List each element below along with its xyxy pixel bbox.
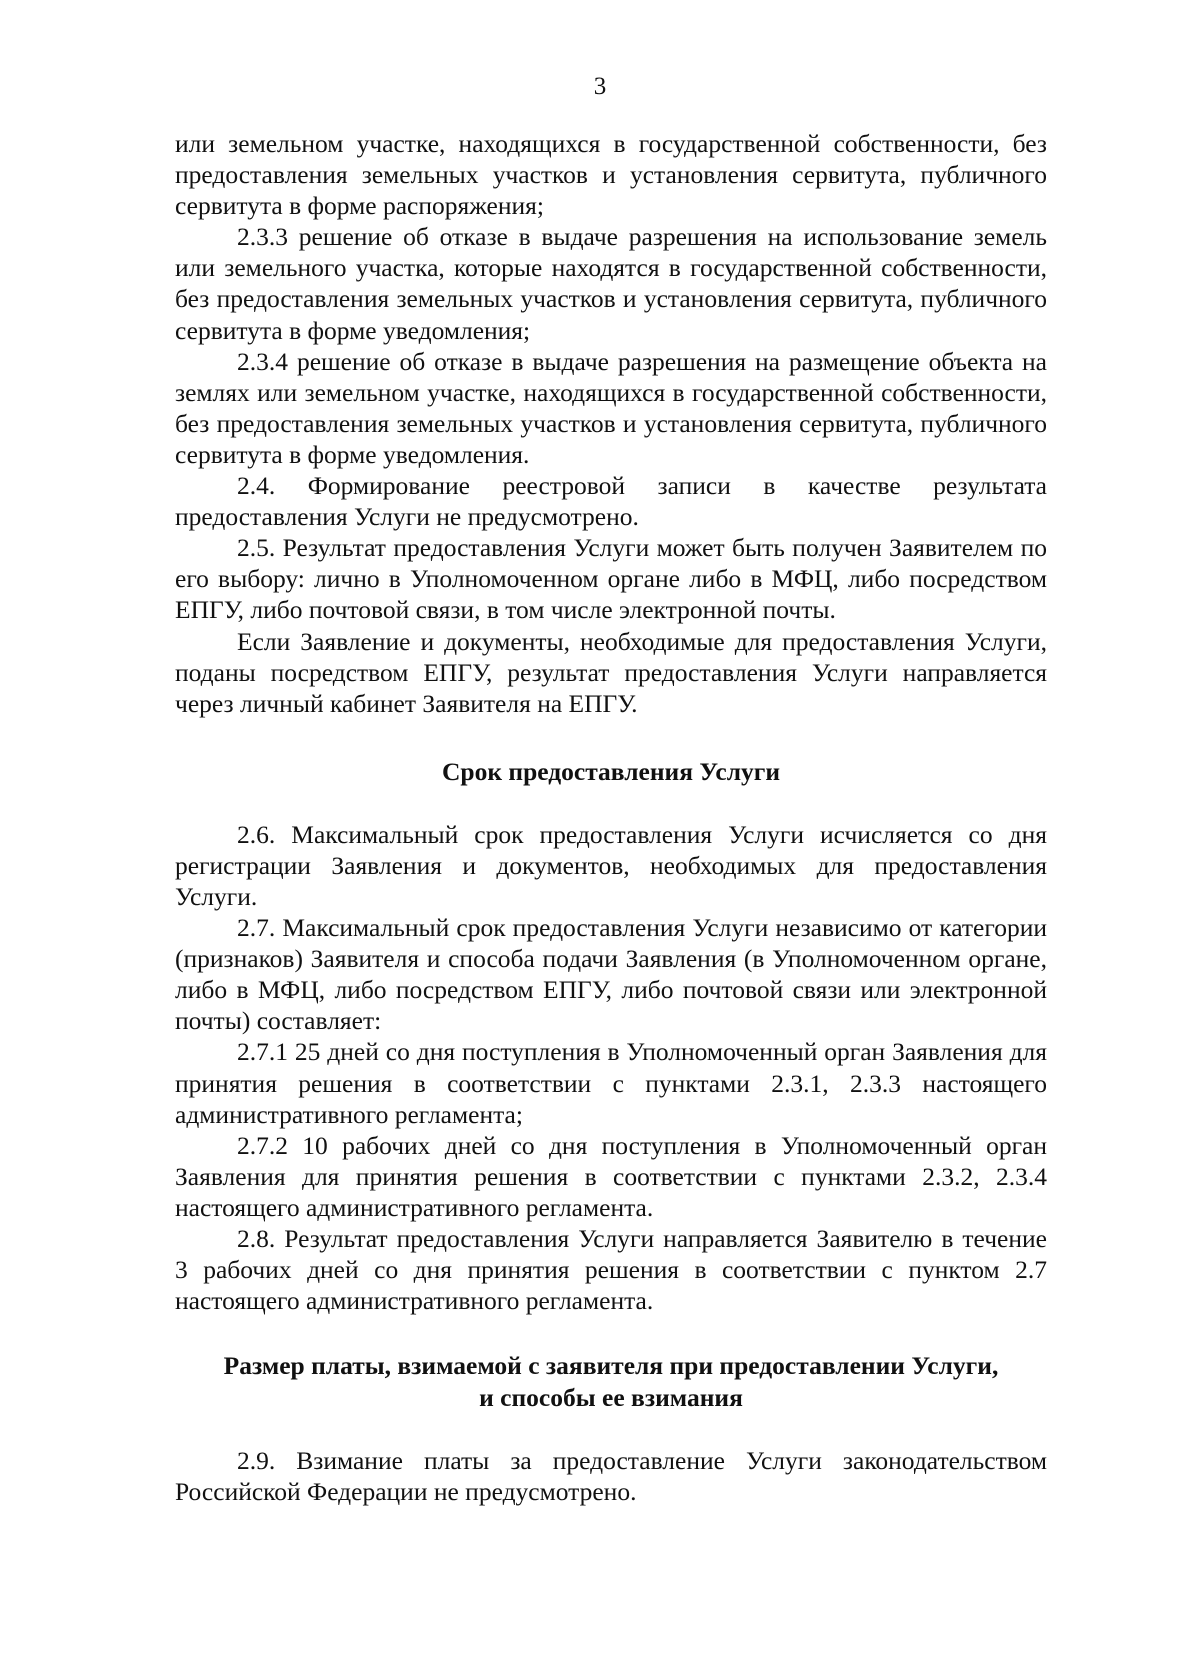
section-heading-fee-line2: и способы ее взимания (479, 1383, 743, 1413)
paragraph-2-7-1: 2.7.1 25 дней со дня поступления в Уполномоченный орган Заявления для принятия решения в соответствии с пунктами 2.3.1, 2.3.3 настоящего административного регламента; (175, 1037, 1047, 1129)
document-body (175, 128, 1047, 1507)
paragraph-2-9: 2.9. Взимание платы за предоставление Услуги законодательством Российской Федерации не предусмотрено. (175, 1446, 1047, 1507)
paragraph-2-8: 2.8. Результат предоставления Услуги направляется Заявителю в течение 3 рабочих дней со дня принятия решения в соответствии с пунктом 2.7 настоящего административного регламента. (175, 1224, 1047, 1316)
paragraph-2-7: 2.7. Максимальный срок предоставления Услуги независимо от категории (признаков) Заявителя и способа подачи Заявления (в Уполномоченном органе, либо в МФЦ, либо посредством ЕПГУ, либо почтовой связи или электронной почты) составляет: (175, 913, 1047, 1036)
paragraph-2-6: 2.6. Максимальный срок предоставления Услуги исчисляется со дня регистрации Заявления и документов, необходимых для предоставления Услуги. (175, 819, 1047, 911)
section-heading-term: Срок предоставления Услуги (441, 756, 781, 786)
section-heading-fee-line1: Размер платы, взимаемой с заявителя при предоставлении Услуги, (223, 1351, 999, 1381)
paragraph-2-5: 2.5. Результат предоставления Услуги может быть получен Заявителем по его выбору: лично в Уполномоченном органе либо в МФЦ, либо посредством ЕПГУ, либо почтовой связи, в том числе электронной почты. (175, 533, 1047, 625)
section-heading-fee (175, 1316, 1047, 1445)
page-number: 3 (593, 73, 607, 100)
paragraph-2-3-4: 2.3.4 решение об отказе в выдаче разрешения на размещение объекта на землях или земельном участке, находящихся в государственной собственности, без предоставления земельных участков и установления сервитута, публичного сервитута в форме уведомления. (175, 346, 1047, 469)
paragraph-2-5-epgu: Если Заявление и документы, необходимые для предоставления Услуги, поданы посредством ЕПГУ, результат предоставления Услуги направляется через личный кабинет Заявителя на ЕПГУ. (175, 626, 1047, 718)
paragraph-2-3-3: 2.3.3 решение об отказе в выдаче разрешения на использование земель или земельного участка, которые находятся в государственной собственности, без предоставления земельных участков и установления сервитута, публичного сервитута в форме уведомления; (175, 222, 1047, 345)
paragraph-continuation: или земельном участке, находящихся в государственной собственности, без предоставления земельных участков и установления сервитута, публичного сервитута в форме распоряжения; (175, 129, 1047, 221)
paragraph-2-4: 2.4. Формирование реестровой записи в качестве результата предоставления Услуги не предусмотрено. (175, 471, 1047, 532)
paragraph-2-7-2: 2.7.2 10 рабочих дней со дня поступления в Уполномоченный орган Заявления для принятия решения в соответствии с пунктами 2.3.2, 2.3.4 настоящего административного регламента. (175, 1130, 1047, 1222)
